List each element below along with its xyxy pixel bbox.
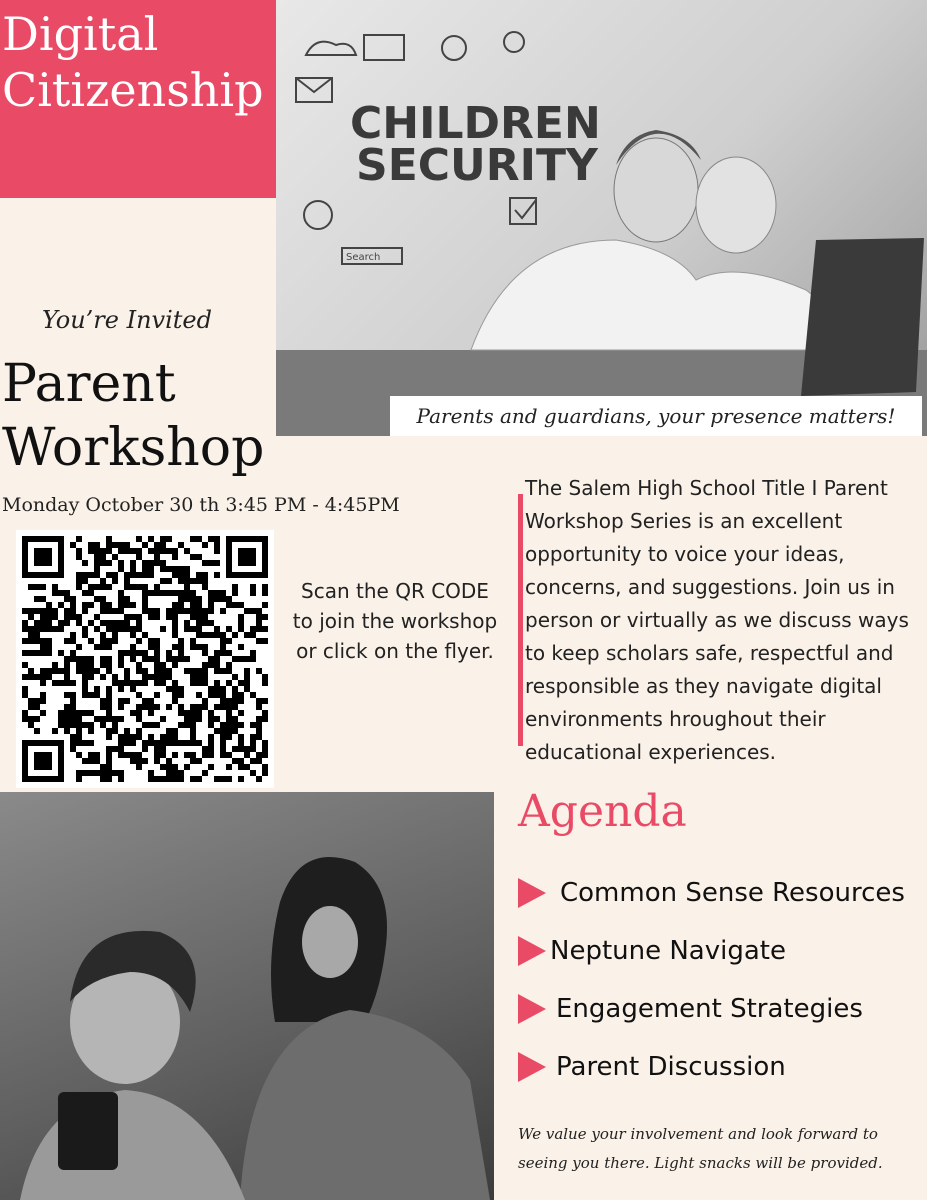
agenda-item-label: Neptune Navigate [550,936,786,966]
agenda-item [518,994,863,1024]
arrow-icon [518,936,546,966]
monitor-icon [364,35,404,60]
caption: Parents and guardians, your presence matters! [390,396,922,436]
cloud-icon [306,42,356,55]
children-security-photo[interactable] [276,0,927,436]
workshop-title-line1: Parent [2,354,176,414]
qr-code-image [16,530,274,788]
person-icon [504,32,524,52]
agenda-item [518,1052,786,1082]
agenda-title: Agenda [518,786,687,837]
flyer-title: Digital Citizenship [2,7,264,117]
accent-bar [518,494,523,746]
parent-child-illustration [0,792,494,1200]
workshop-datetime: Monday October 30 th 3:45 PM - 4:45PM [2,494,400,516]
globe-icon [442,36,466,60]
invited-subtitle: You’re Invited [42,306,212,334]
checkbox-icon [510,198,536,224]
workshop-title-line2: Workshop [2,418,265,478]
agenda-item-label: Common Sense Resources [560,878,905,908]
arrow-icon [518,1052,546,1082]
agenda-item-label: Parent Discussion [556,1052,786,1082]
phone-icon [58,1092,118,1170]
scan-instructions: Scan the QR CODE to join the workshop or click on the flyer. [292,579,498,663]
banner-line1: CHILDREN [350,98,601,149]
agenda-item [518,936,786,966]
lock-icon [304,201,332,229]
agenda-item-label: Engagement Strategies [556,994,863,1024]
qr-code[interactable] [16,530,274,788]
agenda-item [518,878,905,908]
parent-child-phone-photo[interactable] [0,792,494,1200]
arrow-icon [518,994,546,1024]
footer-note: We value your involvement and look forward to seeing you there. Light snacks will be provided. [518,1125,883,1172]
search-label: Search [346,252,381,263]
arrow-icon [518,878,546,908]
workshop-title [2,352,264,480]
banner-line2: SECURITY [356,140,598,191]
children-security-illustration [276,0,927,436]
workshop-description: The Salem High School Title I Parent Workshop Series is an excellent opportunity to voice your ideas, concerns, and suggestions. Join us in person or virtually as we discuss ways to keep scholars safe, respectful and responsible as they navigate digital environments hroughout their educational experiences. [525,476,909,764]
